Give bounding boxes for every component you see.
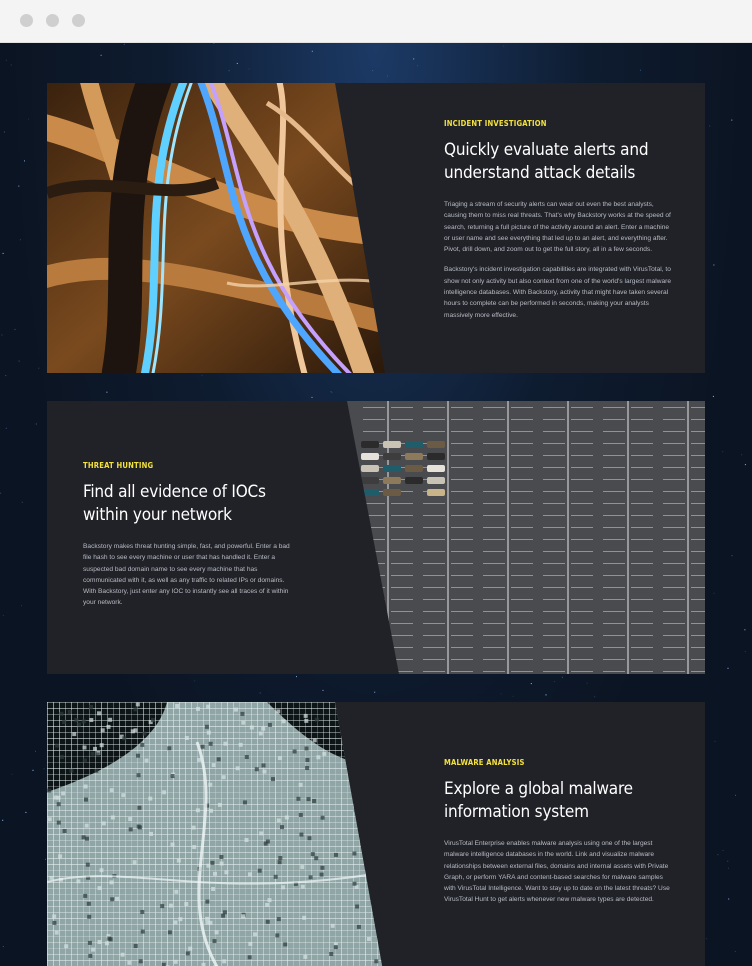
window-minimize-dot[interactable] <box>46 14 59 27</box>
incident-investigation-text <box>444 119 672 330</box>
section-eyebrow: MALWARE ANALYSIS <box>444 758 525 767</box>
heading-line: Explore a global malware <box>444 779 633 799</box>
section-paragraph: Backstory's incident investigation capabilities are integrated with VirusTotal, to show not only activity but also context from one of the world's largest malware intelligence databases. With Backstory, activity that might have taken several hours to complete can be performed in seconds, making your analysts massively more effective. <box>444 266 672 319</box>
section-eyebrow: INCIDENT INVESTIGATION <box>444 119 547 128</box>
incident-investigation-card <box>47 83 705 373</box>
heading-line: Quickly evaluate alerts and <box>444 140 649 160</box>
city-aerial-image <box>47 702 387 966</box>
section-eyebrow: THREAT HUNTING <box>83 461 154 470</box>
parking-lot-image <box>347 401 705 674</box>
malware-analysis-text <box>444 758 672 915</box>
heading-line: Find all evidence of IOCs <box>83 482 266 502</box>
heading-line: information system <box>444 802 589 822</box>
threat-hunting-card <box>47 401 705 674</box>
section-paragraph: Triaging a stream of security alerts can wear out even the best analysts, causing them to miss real threats. That's why Backstory works at the speed of search, returning a full picture of the activity around an alert. Enter a machine or user name and see everything that led up to an alert, and everything after. Pivot, drill down, and zoom out to get the full story, all in a few seconds. <box>444 201 671 254</box>
section-paragraph: Backstory makes threat hunting simple, fast, and powerful. Enter a bad file hash to see every machine or user that has handled it. Enter a suspected bad domain name to see every machine that has communicated with it, as well as any traffic to related IPs or domains. With Backstory, just enter any IOC to instantly see all traces of it within your network. <box>83 543 290 607</box>
malware-analysis-card <box>47 702 705 966</box>
section-heading <box>444 139 672 185</box>
browser-chrome <box>0 0 752 43</box>
window-maximize-dot[interactable] <box>72 14 85 27</box>
section-heading <box>444 778 672 824</box>
section-paragraph: VirusTotal Enterprise enables malware analysis using one of the largest malware intelligence databases in the world. Link and visualize malware relationships between external files, domains and internal assets with Private Graph, or perform YARA and content-based searches for malware samples with VirusTotal Intelligence. Want to stay up to date on the latest threats? Use VirusTotal Hunt to get alerts whenever new malware types are detected. <box>444 840 670 904</box>
section-heading <box>83 481 293 527</box>
heading-line: understand attack details <box>444 163 636 183</box>
page-viewport <box>0 43 752 966</box>
threat-hunting-text <box>83 461 293 618</box>
window-close-dot[interactable] <box>20 14 33 27</box>
highway-interchange-image <box>47 83 387 373</box>
heading-line: within your network <box>83 505 232 525</box>
